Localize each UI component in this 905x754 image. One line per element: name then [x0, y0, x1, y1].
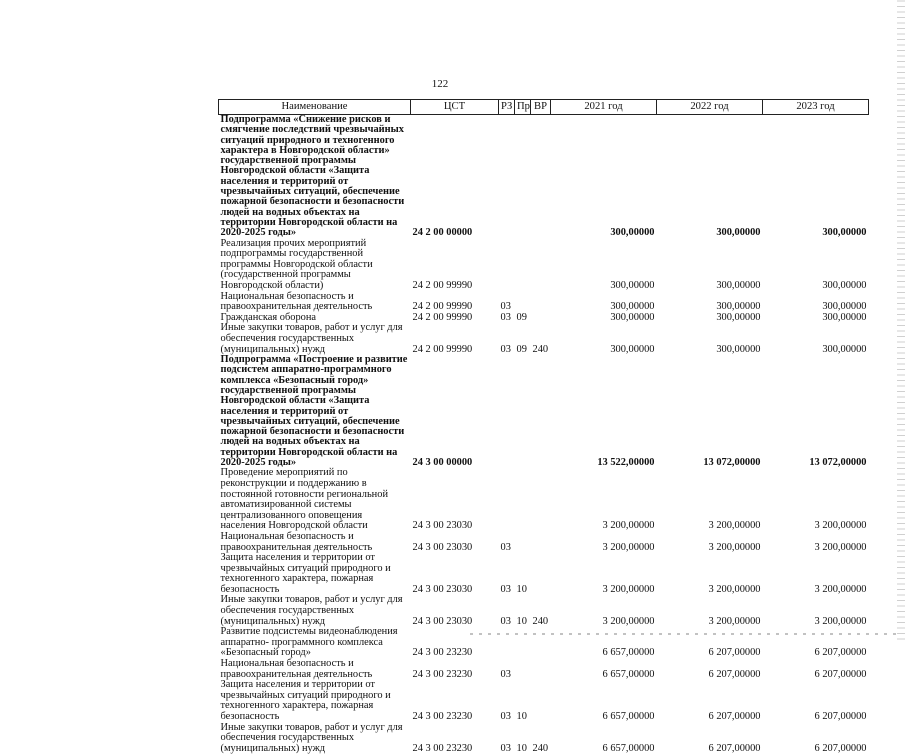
header-vr: ВР [531, 100, 551, 115]
header-rz: РЗ [499, 100, 515, 115]
cell-cst: 24 2 00 00000 [411, 115, 499, 239]
cell-cst: 24 3 00 23230 [411, 723, 499, 754]
cell-vr [531, 115, 551, 239]
cell-name: Подпрограмма «Снижение рисков и смягчение последствий чрезвычайных ситуаций природного и техногенного характера в Новгородской области» государственной программы Новгородской области «Защита населения и территорий от чрезвычайных ситуаций, обеспечение пожарной безопасности и безопасности людей на водных объектах на территории Новгородской области на 2020-2025 годы» [219, 115, 411, 239]
cell-cst: 24 2 00 99990 [411, 313, 499, 324]
table-row [219, 115, 869, 239]
cell-pr [515, 115, 531, 239]
cell-cst: 24 3 00 00000 [411, 355, 499, 468]
cell-cst: 24 2 00 99990 [411, 239, 499, 292]
cell-vr [531, 680, 551, 722]
cell-2023: 6 207,00000 [763, 723, 869, 754]
cell-2021: 3 200,00000 [551, 532, 657, 553]
table-row [219, 323, 869, 355]
cell-2021: 300,00000 [551, 239, 657, 292]
cell-name: Проведение мероприятий по реконструкции и поддержанию в постоянной готовности региональной автоматизированной системы централизованного оповещения населения Новгородской области [219, 468, 411, 532]
cell-2023: 3 200,00000 [763, 468, 869, 532]
cell-2023: 300,00000 [763, 313, 869, 324]
cell-name: Подпрограмма «Построение и развитие подсистем аппаратно-программного комплекса «Безопасный город» государственной программы Новгородской области «Защита населения и территорий от чрезвычайных ситуаций, обеспечение пожарной безопасности и безопасности людей на водных объектах на территории Новгородской области на 2020-2025 годы» [219, 355, 411, 468]
cell-pr: 10 [515, 680, 531, 722]
cell-rz: 03 [499, 313, 515, 324]
cell-rz: 03 [499, 723, 515, 754]
header-name: Наименование [219, 100, 411, 115]
cell-name: Гражданская оборона [219, 313, 411, 324]
cell-vr [531, 355, 551, 468]
cell-rz [499, 355, 515, 468]
cell-rz [499, 239, 515, 292]
cell-2022: 300,00000 [657, 323, 763, 355]
cell-cst: 24 3 00 23230 [411, 680, 499, 722]
cell-pr [515, 355, 531, 468]
cell-cst: 24 3 00 23030 [411, 468, 499, 532]
table-row [219, 553, 869, 595]
table-row [219, 532, 869, 553]
header-2022: 2022 год [657, 100, 763, 115]
cell-2021: 13 522,00000 [551, 355, 657, 468]
cell-2021: 6 657,00000 [551, 680, 657, 722]
cell-2023: 3 200,00000 [763, 532, 869, 553]
cell-2023: 13 072,00000 [763, 355, 869, 468]
cell-rz [499, 115, 515, 239]
header-2023: 2023 год [763, 100, 869, 115]
cell-rz: 03 [499, 659, 515, 680]
page-number: 122 [0, 78, 880, 90]
cell-vr: 240 [531, 323, 551, 355]
cell-pr [515, 239, 531, 292]
table-header-row [219, 100, 869, 115]
cell-vr [531, 468, 551, 532]
cell-cst: 24 2 00 99990 [411, 323, 499, 355]
cell-2023: 300,00000 [763, 239, 869, 292]
cell-pr: 10 [515, 595, 531, 627]
cell-rz: 03 [499, 532, 515, 553]
table-row [219, 723, 869, 754]
cell-2023: 3 200,00000 [763, 553, 869, 595]
cell-2022: 300,00000 [657, 292, 763, 313]
table-row [219, 595, 869, 627]
cell-2022: 6 207,00000 [657, 680, 763, 722]
cell-2023: 6 207,00000 [763, 659, 869, 680]
table-row [219, 239, 869, 292]
cell-name: Национальная безопасность и правоохранительная деятельность [219, 292, 411, 313]
cell-2021: 300,00000 [551, 313, 657, 324]
cell-vr [531, 313, 551, 324]
cell-vr [531, 239, 551, 292]
cell-rz: 03 [499, 292, 515, 313]
scan-bottom-artifact [470, 633, 900, 635]
cell-vr [531, 659, 551, 680]
cell-2023: 6 207,00000 [763, 680, 869, 722]
cell-vr [531, 553, 551, 595]
cell-name: Реализация прочих мероприятий подпрограммы государственной программы Новгородской области (государственной программы Новгородской области) [219, 239, 411, 292]
cell-rz: 03 [499, 323, 515, 355]
cell-2023: 300,00000 [763, 292, 869, 313]
cell-pr [515, 659, 531, 680]
cell-pr [515, 292, 531, 313]
cell-2023: 3 200,00000 [763, 595, 869, 627]
cell-2021: 300,00000 [551, 115, 657, 239]
cell-2022: 13 072,00000 [657, 355, 763, 468]
cell-2021: 6 657,00000 [551, 627, 657, 659]
cell-2021: 3 200,00000 [551, 468, 657, 532]
table-body [219, 115, 869, 754]
cell-vr: 240 [531, 723, 551, 754]
cell-2021: 300,00000 [551, 323, 657, 355]
cell-2021: 6 657,00000 [551, 659, 657, 680]
cell-pr [515, 532, 531, 553]
cell-name: Национальная безопасность и правоохранительная деятельность [219, 532, 411, 553]
scan-edge-artifact [897, 0, 905, 640]
cell-2022: 300,00000 [657, 239, 763, 292]
cell-rz: 03 [499, 595, 515, 627]
cell-2022: 300,00000 [657, 313, 763, 324]
cell-rz [499, 468, 515, 532]
cell-name: Иные закупки товаров, работ и услуг для обеспечения государственных (муниципальных) нужд [219, 323, 411, 355]
cell-2022: 3 200,00000 [657, 532, 763, 553]
cell-2022: 300,00000 [657, 115, 763, 239]
cell-name: Иные закупки товаров, работ и услуг для обеспечения государственных (муниципальных) нужд [219, 723, 411, 754]
cell-rz: 03 [499, 680, 515, 722]
cell-pr: 09 [515, 313, 531, 324]
cell-cst: 24 3 00 23230 [411, 659, 499, 680]
cell-2021: 300,00000 [551, 292, 657, 313]
budget-table [218, 99, 869, 754]
table-row [219, 355, 869, 468]
table-row [219, 659, 869, 680]
cell-pr: 10 [515, 553, 531, 595]
header-pr: Пр [515, 100, 531, 115]
cell-2021: 6 657,00000 [551, 723, 657, 754]
cell-cst: 24 3 00 23230 [411, 627, 499, 659]
cell-2022: 6 207,00000 [657, 659, 763, 680]
cell-2022: 3 200,00000 [657, 595, 763, 627]
table-row [219, 292, 869, 313]
cell-2022: 6 207,00000 [657, 627, 763, 659]
cell-2021: 3 200,00000 [551, 595, 657, 627]
cell-2021: 3 200,00000 [551, 553, 657, 595]
cell-name: Защита населения и территории от чрезвычайных ситуаций природного и техногенного характера, пожарная безопасность [219, 680, 411, 722]
cell-rz: 03 [499, 553, 515, 595]
cell-name: Развитие подсистемы видеонаблюдения аппаратно- программного комплекса «Безопасный город» [219, 627, 411, 659]
header-2021: 2021 год [551, 100, 657, 115]
cell-cst: 24 3 00 23030 [411, 553, 499, 595]
cell-2023: 6 207,00000 [763, 627, 869, 659]
cell-cst: 24 3 00 23030 [411, 532, 499, 553]
cell-vr: 240 [531, 595, 551, 627]
table-row [219, 468, 869, 532]
cell-name: Защита населения и территории от чрезвычайных ситуаций природного и техногенного характера, пожарная безопасность [219, 553, 411, 595]
header-cst: ЦСТ [411, 100, 499, 115]
cell-2022: 6 207,00000 [657, 723, 763, 754]
table-row [219, 680, 869, 722]
cell-2022: 3 200,00000 [657, 468, 763, 532]
cell-name: Национальная безопасность и правоохранительная деятельность [219, 659, 411, 680]
cell-cst: 24 2 00 99990 [411, 292, 499, 313]
cell-name: Иные закупки товаров, работ и услуг для обеспечения государственных (муниципальных) нужд [219, 595, 411, 627]
cell-pr [515, 468, 531, 532]
cell-pr: 10 [515, 723, 531, 754]
cell-2023: 300,00000 [763, 115, 869, 239]
cell-vr [531, 532, 551, 553]
cell-2022: 3 200,00000 [657, 553, 763, 595]
cell-vr [531, 292, 551, 313]
cell-pr: 09 [515, 323, 531, 355]
cell-cst: 24 3 00 23030 [411, 595, 499, 627]
cell-2023: 300,00000 [763, 323, 869, 355]
